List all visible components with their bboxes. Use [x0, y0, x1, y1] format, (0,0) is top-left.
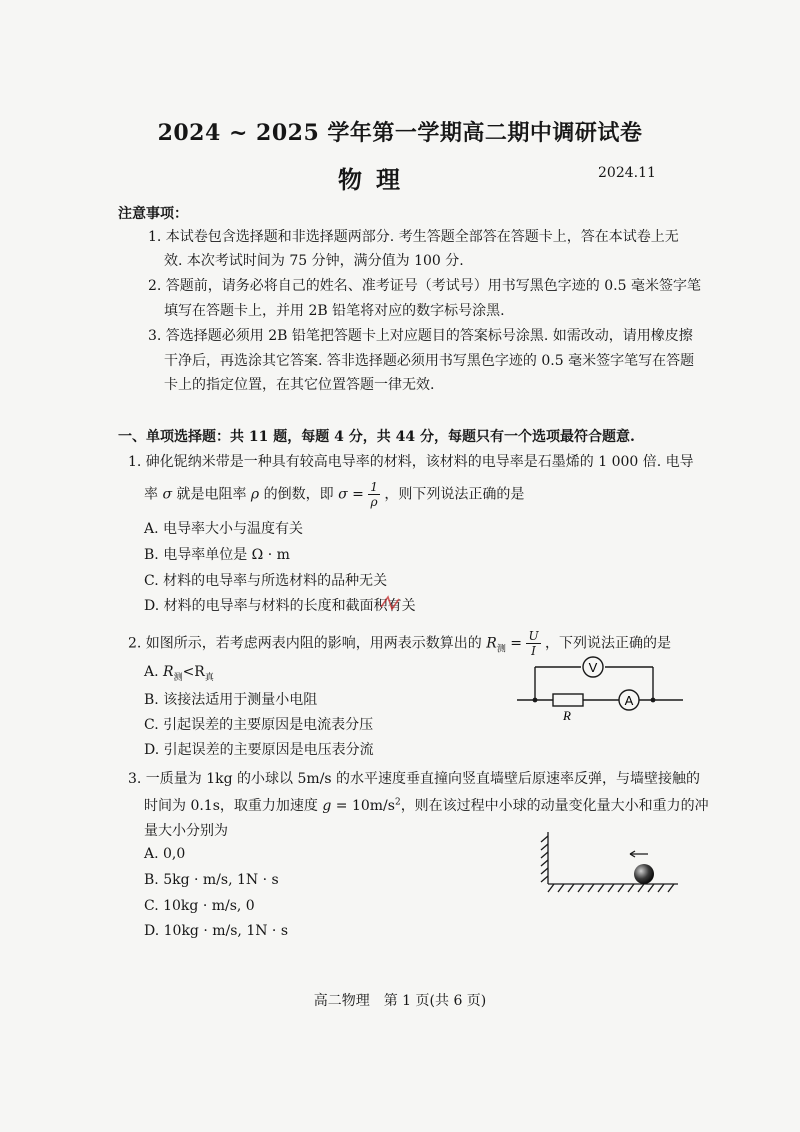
exam-date: 2024.11	[598, 165, 656, 181]
q3-option-b: B. 5kg · m/s, 1N · s	[144, 872, 279, 888]
q2-option-d: D. 引起误差的主要原因是电压表分流	[144, 742, 374, 758]
q2-stem: 2. 如图所示，若考虑两表内阻的影响，用两表示数算出的 $R_测$ = $\frac{U}{I}$ ，下列说法正确的是	[128, 629, 672, 658]
notice-item-1-line-1: 1. 本试卷包含选择题和非选择题两部分. 考生答题全部答在答题卡上，答在本试卷上无	[148, 229, 679, 245]
q2-option-a: A. $R_测<R_真$	[144, 664, 214, 683]
q1-option-b: B. 电导率单位是 Ω · m	[144, 547, 290, 563]
section-heading: 一、单项选择题：共 11 题，每题 4 分，共 44 分，每题只有一个选项最符合题意.	[118, 429, 635, 445]
wall-ball-diagram	[538, 828, 684, 898]
ball-icon	[634, 864, 654, 884]
resistor-label: R	[563, 708, 571, 722]
voltmeter-label: V	[588, 660, 598, 675]
notice-title: 注意事项：	[118, 206, 188, 222]
red-pen-mark	[378, 593, 402, 615]
q3-stem-line-2: 时间为 0.1s，取重力加速度 $g = 10m/s^2$，则在该过程中小球的动量变化量大小和重力的冲	[144, 797, 709, 814]
q3-stem-line-3: 量大小分别为	[144, 823, 228, 839]
notice-item-3-line-1: 3. 答选择题必须用 2B 铅笔把答题卡上对应题目的答案标号涂黑. 如需改动，请用橡皮擦	[148, 328, 693, 344]
q1-option-c: C. 材料的电导率与所选材料的品种无关	[144, 573, 388, 589]
q1-stem-line-1: 1. 砷化铌纳米带是一种具有较高电导率的材料，该材料的电导率是石墨烯的 1 000 倍. 电导	[128, 454, 694, 470]
notice-item-1-line-2: 效. 本次考试时间为 75 分钟，满分值为 100 分.	[164, 253, 464, 269]
q2-option-c: C. 引起误差的主要原因是电流表分压	[144, 717, 374, 733]
page-footer: 高二物理 第 1 页(共 6 页)	[313, 993, 487, 1009]
notice-item-3-line-3: 卡上的指定位置，在其它位置答题一律无效.	[164, 377, 435, 393]
resistance-fraction: $\frac{U}{I}$	[528, 629, 539, 658]
q3-stem-line-1: 3. 一质量为 1kg 的小球以 5m/s 的水平速度垂直撞向竖直墙壁后原速率反弹，与墙壁接触的	[128, 771, 701, 787]
exam-title: 2024 ~ 2025 学年第一学期高二期中调研试卷	[157, 120, 643, 146]
notice-item-3-line-2: 干净后，再选涂其它答案. 答非选择题必须用书写黑色字迹的 0.5 毫米签字笔写在答题	[164, 353, 695, 369]
q1-option-a: A. 电导率大小与温度有关	[144, 521, 304, 537]
subject-heading: 物理	[338, 165, 414, 194]
conductivity-fraction: $\frac{1}{\rho}$	[370, 480, 378, 509]
rho-symbol: ρ	[250, 486, 260, 503]
q1-stem-line-2: 率 σ 就是电阻率 ρ 的倒数，即 σ = $\frac{1}{\rho}$ ，则下列说法正确的是	[144, 480, 525, 509]
sigma-symbol: σ	[162, 486, 173, 503]
ammeter-label: A	[624, 693, 634, 708]
notice-item-2-line-1: 2. 答题前，请务必将自己的姓名、准考证号（考试号）用书写黑色字迹的 0.5 毫米签字笔	[148, 278, 701, 294]
notice-item-2-line-2: 填写在答题卡上，并用 2B 铅笔将对应的数字标号涂黑.	[164, 303, 505, 319]
circuit-diagram	[515, 652, 685, 722]
q3-option-a: A. 0,0	[144, 846, 186, 862]
q3-option-c: C. 10kg · m/s, 0	[144, 898, 255, 914]
q1-option-d: D. 材料的电导率与材料的长度和截面积有关	[144, 598, 416, 614]
q2-option-b: B. 该接法适用于测量小电阻	[144, 692, 318, 708]
q3-option-d: D. 10kg · m/s, 1N · s	[144, 923, 289, 939]
